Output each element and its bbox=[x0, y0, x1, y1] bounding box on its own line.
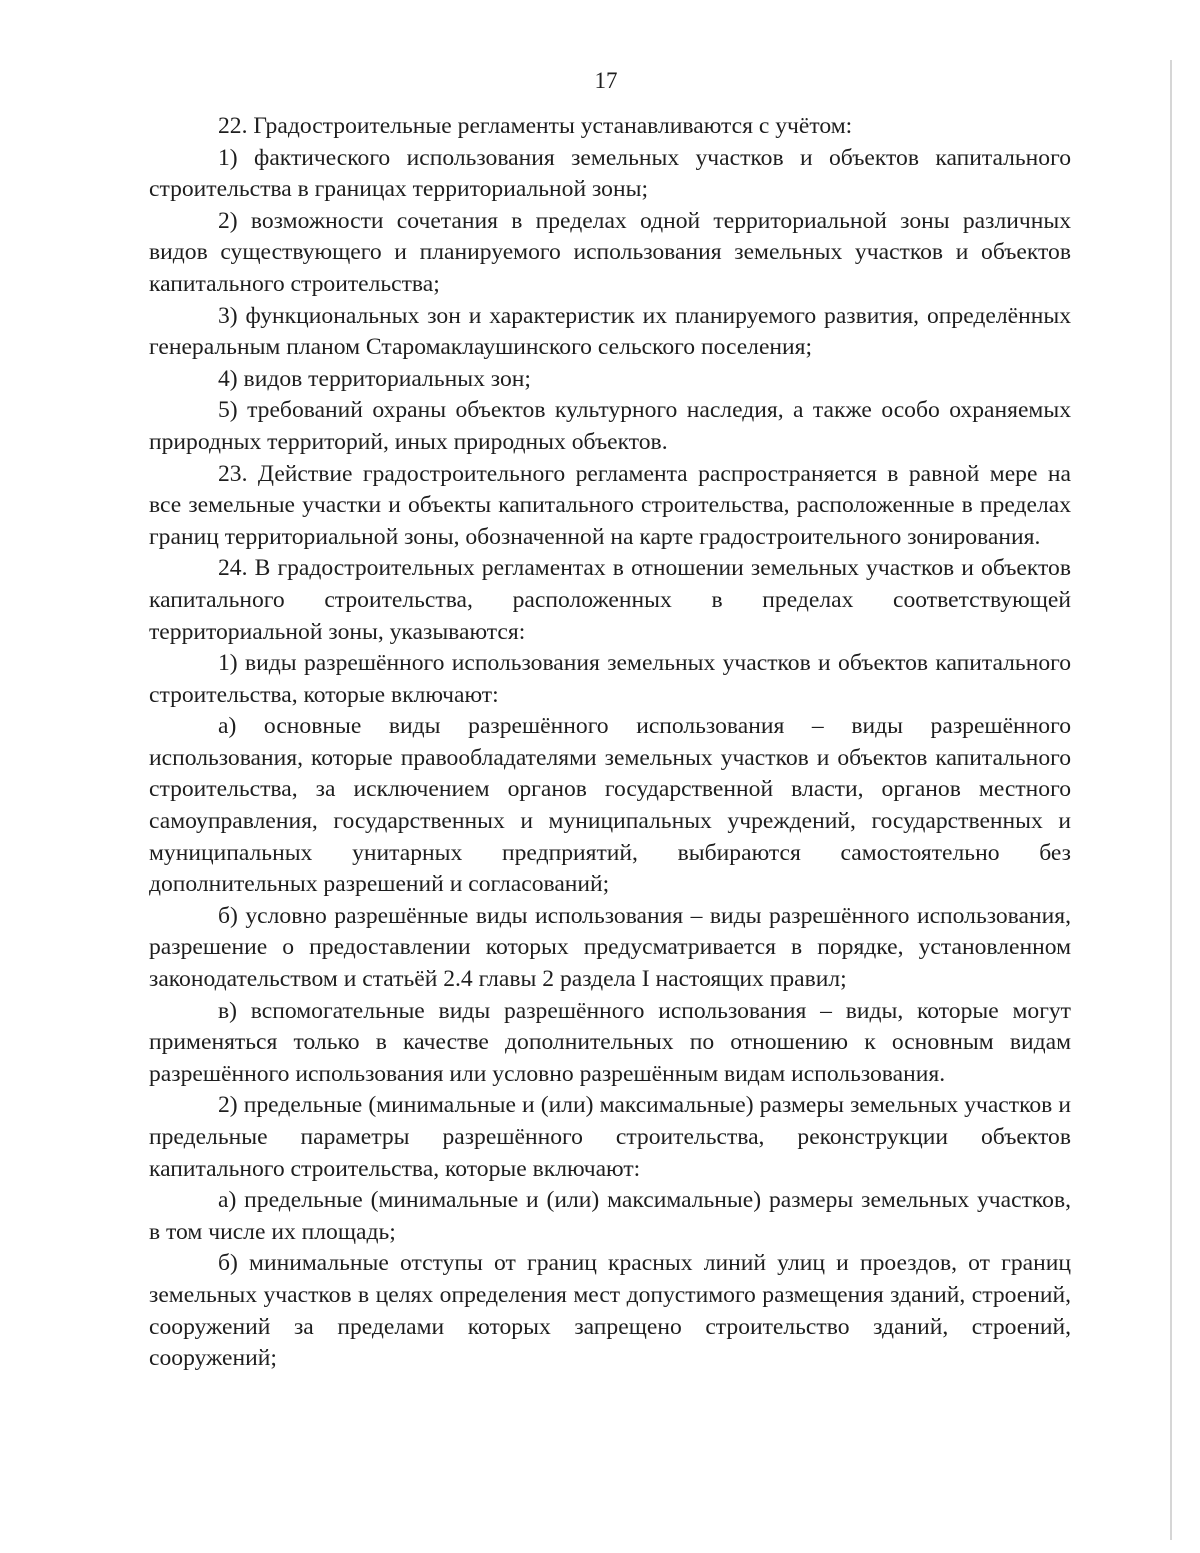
paragraph-22-item-1: 1) фактического использования земельных участков и объектов капитального строительства в границах территориальной зоны; bbox=[149, 144, 1071, 203]
paragraph-24-item-2-b: б) минимальные отступы от границ красных линий улиц и проездов, от границ земельных участков в целях определения мест допустимого размещения зданий, строений, сооружений за пределами которых запрещено строительство зданий, строений, сооружений; bbox=[149, 1250, 1071, 1372]
paragraph-24-item-1-a: а) основные виды разрешённого использования – виды разрешённого использования, которые правообладателями земельных участков и объектов капитального строительства, за исключением органов государственной власти, органов местного самоуправления, государственных и муниципальных учреждений, государственных и муниципальных унитарных предприятий, выбираются самостоятельно без дополнительных разрешений и согласований; bbox=[149, 713, 1071, 898]
paragraph-22-item-5: 5) требований охраны объектов культурного наследия, а также особо охраняемых природных территорий, иных природных объектов. bbox=[149, 397, 1071, 455]
paragraph-24-item-1-v: в) вспомогательные виды разрешённого использования – виды, которые могут применяться только в качестве дополнительных по отношению к основным видам разрешённого использования или условно разрешённым видам использования. bbox=[149, 997, 1071, 1087]
paragraph-22-item-3: 3) функциональных зон и характеристик их планируемого развития, определённых генеральным планом Старомаклаушинского сельского поселения; bbox=[149, 302, 1071, 361]
paragraph-22-item-4: 4) видов территориальных зон; bbox=[218, 365, 531, 392]
paragraph-24: 24. В градостроительных регламентах в отношении земельных участков и объектов капитального строительства, расположенных в пределах соответствующей территориальной зоны, указываются: bbox=[149, 555, 1071, 645]
paragraph-22: 22. Градостроительные регламенты устанавливаются с учётом: bbox=[218, 113, 853, 139]
scan-edge-line bbox=[1170, 60, 1172, 1540]
paragraph-24-item-1-b: б) условно разрешённые виды использования – виды разрешённого использования, разрешение о предоставлении которых предусматривается в порядке, установленном законодательством и статьёй 2.4 главы 2 раздела I настоящих правил; bbox=[149, 902, 1071, 993]
paragraph-24-item-2-a: а) предельные (минимальные и (или) максимальные) размеры земельных участков, в том числе их площадь; bbox=[149, 1187, 1071, 1245]
paragraph-23: 23. Действие градостроительного регламента распространяется в равной мере на все земельные участки и объекты капитального строительства, расположенные в пределах границ территориальной зоны, обозначенной на карте градостроительного зонирования. bbox=[149, 460, 1071, 550]
document-body bbox=[149, 111, 1071, 1375]
paragraph-22-item-2: 2) возможности сочетания в пределах одной территориальной зоны различных видов существующего и планируемого использования земельных участков и объектов капитального строительства; bbox=[149, 207, 1071, 297]
paragraph-24-item-2: 2) предельные (минимальные и (или) максимальные) размеры земельных участков и предельные параметры разрешённого строительства, реконструкции объектов капитального строительства, которые включают: bbox=[149, 1092, 1071, 1182]
page-number: 17 bbox=[594, 68, 618, 93]
paragraph-24-item-1: 1) виды разрешённого использования земельных участков и объектов капитального строительства, которые включают: bbox=[149, 650, 1071, 708]
